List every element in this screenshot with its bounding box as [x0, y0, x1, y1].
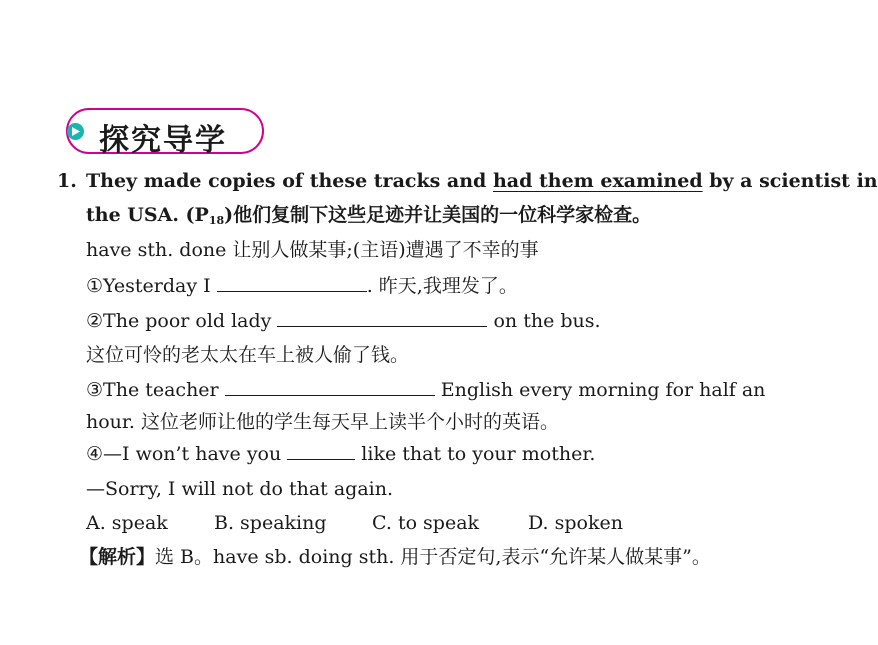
answer-blank-1[interactable]	[217, 273, 367, 292]
example-2-translation: 这位可怜的老太太在车上被人偷了钱。	[86, 344, 410, 366]
section-badge	[66, 108, 264, 158]
answer-blank-2[interactable]	[277, 308, 487, 327]
analysis-label: 【解析】	[79, 546, 156, 568]
example-1: ①Yesterday I . 昨天,我理发了。	[86, 275, 518, 297]
options-row	[86, 511, 623, 535]
underlined-phrase: had them examined	[492, 170, 703, 192]
example-2: ②The poor old lady on the bus.	[86, 310, 601, 332]
analysis-text: 选 B。have sb. doing sth. 用于否定句,表示“允许某人做某事”。	[155, 546, 711, 568]
answer-blank-3[interactable]	[225, 377, 435, 396]
option-a[interactable]: A. speak	[86, 512, 168, 534]
question-number: 1.	[57, 170, 77, 192]
question-line-1: They made copies of these tracks and had them examined by a scientist in	[86, 170, 878, 192]
answer-blank-4[interactable]	[287, 441, 355, 460]
play-icon	[67, 123, 84, 140]
analysis	[79, 545, 711, 569]
example-3: ③The teacher English every morning for half an	[86, 379, 766, 401]
usage-note: have sth. done 让别人做某事;(主语)遭遇了不幸的事	[86, 239, 539, 261]
example-3-continued: hour. 这位老师让他的学生每天早上读半个小时的英语。	[86, 411, 559, 433]
section-title: 探究导学	[99, 123, 227, 158]
question-line-2: the USA. $(P_{18})$他们复制下这些足迹并让美国的一位科学家检查。	[86, 204, 652, 227]
example-4-reply: —Sorry, I will not do that again.	[86, 478, 394, 500]
option-c[interactable]: C. to speak	[372, 512, 480, 534]
option-b[interactable]: B. speaking	[214, 512, 327, 534]
option-d[interactable]: D. spoken	[528, 512, 623, 534]
example-4: ④—I won’t have you like that to your mother.	[86, 443, 596, 465]
